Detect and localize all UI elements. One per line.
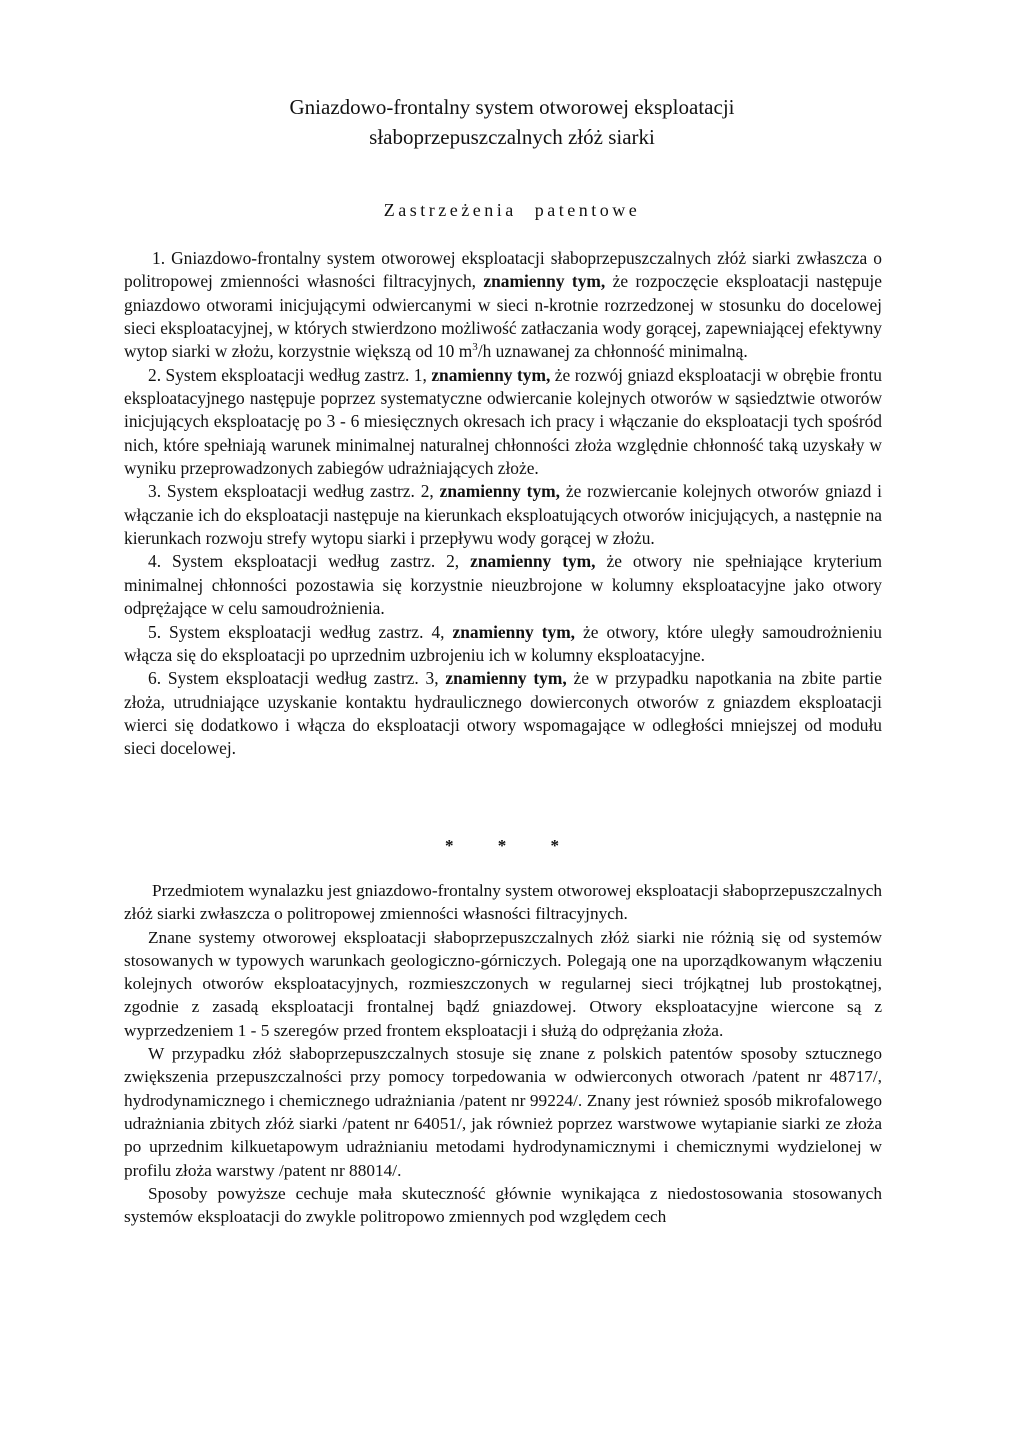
claim-6 [124,667,882,760]
claim-text: że otwory, które uległy samoudrożnieniu włącza się do eksploatacji po uprzednim uzbrojeniu ich w kolumny eksploatacyjne. [124,621,882,665]
section-separator: * * * [445,836,579,855]
claim-2 [124,364,882,481]
description-paragraph: Przedmiotem wynalazku jest gniazdowo-frontalny system otworowej eksploatacji słaboprzepuszczalnych złóż siarki zwłaszcza o politropowej zmienności własności filtracyjnych. [124,881,882,924]
claim-text: że w przypadku napotkania na zbite partie złoża, utrudniające uzyskanie kontaktu hydraulicznego dowierconych otworów z gniazdem eksploatacji wierci się dodatkowo i włącza do eksploatacji otwory wspomagające w odległości mniejszej od modułu sieci docelowej. [124,668,882,759]
document-title [0,92,1024,152]
description-section [124,879,882,1228]
claim-text: 6. System eksploatacji według zastrz. 3, [148,668,446,689]
claim-keyword: znamienny tym, [431,364,551,385]
claim-text: 5. System eksploatacji według zastrz. 4, [148,621,453,642]
claim-text: 2. System eksploatacji według zastrz. 1, [148,364,432,385]
claim-keyword: znamienny tym, [445,668,567,689]
claim-1 [124,247,882,364]
claim-text: /h uznawanej za chłonność minimalną. [477,341,748,362]
description-paragraph: Sposoby powyższe cechuje mała skuteczność głównie wynikająca z niedostosowania stosowanych systemów eksploatacji do zwykle politropowo zmiennych pod względem cech [124,1183,882,1227]
claim-text: 1. Gniazdowo-frontalny system otworowej eksploatacji słaboprzepuszczalnych złóż siarki zwłaszcza o politropowej zmienności własności filtracyjnych, [124,248,882,292]
claim-5 [124,621,882,668]
claim-text: że rozwiercanie kolejnych otworów gniazd i włączanie ich do eksploatacji następuje na kierunkach eksploatujących otworów inicjujących, a następnie na kierunkach rozwoju strefy wytopu siarki i przepływu wody gorącej w złożu. [124,481,883,549]
claim-3 [124,480,882,550]
claim-text: że rozpoczęcie eksploatacji następuje gniazdowo otworami inicjującymi odwiercanymi w sieci n-krotnie rozrzedzonej w stosunku do docelowej sieci eksploatacyjnej, w których stwierdzono możliwość zatłaczania wody gorącej, zapewniającej efektywny wytop siarki w złożu, korzystnie większą od 10 m [124,271,882,362]
claims-heading: Zastrzeżenia patentowe [383,200,641,220]
claim-4 [124,550,882,620]
claim-text: 3. System eksploatacji według zastrz. 2, [148,481,440,502]
description-paragraph: Znane systemy otworowej eksploatacji słaboprzepuszczalnych złóż siarki nie różnią się od systemów stosowanych w typowych warunkach geologiczno-górniczych. Polegają one na uporządkowanym włączeniu kolejnych otworów eksploatacyjnych, rozmieszczonych w regularnej sieci trójkątnej lub prostokątnej, zgodnie z zasadą eksploatacji frontalnej bądź gniazdowej. Otwory eksploatacyjne wiercone są z wyprzedzeniem 1 - 5 szeregów przed frontem eksploatacji i służą do odprężania złoża. [124,927,882,1040]
title-line-1: Gniazdowo-frontalny system otworowej eksploatacji [289,95,735,119]
superscript: 3 [472,341,478,354]
claim-text: że otwory nie spełniające kryterium minimalnej chłonności pozostawia się korzystnie nieuzbrojone w kolumny eksploatacyjne jako otwory odprężające w celu samoudrożnienia. [124,551,883,619]
claim-keyword: znamienny tym, [470,551,596,572]
title-line-2: słaboprzepuszczalnych złóż siarki [369,125,655,149]
claim-keyword: znamienny tym, [483,271,606,292]
claim-text: 4. System eksploatacji według zastrz. 2, [148,551,471,572]
claims-section [124,247,882,761]
claim-keyword: znamienny tym, [452,621,576,642]
claim-text: że rozwój gniazd eksploatacji w obrębie frontu eksploatacyjnego następuje poprzez systematyczne odwiercanie kolejnych otworów w sąsiedztwie otworów inicjujących eksploatację po 3 - 6 miesięcznych okresach ich pracy i włączanie do eksploatacji tych spośród nich, które spełniają warunek minimalnej naturalnej chłonności złoża względnie chłonność taką uzyskały w wyniku przeprowadzonych zabiegów udrażniających złoże. [124,364,882,479]
description-paragraph: W przypadku złóż słaboprzepuszczalnych stosuje się znane z polskich patentów sposoby sztucznego zwiększenia przepuszczalności przy pomocy torpedowania w odwierconych otworach /patent nr 48717/, hydrodynamicznego i chemicznego udrażniania /patent nr 99224/. Znany jest również sposób mikrofalowego udrażniania zbitych złóż siarki /patent nr 64051/, jak również poprzez warstwowe wytapianie siarki ze złoża po uprzednim kilkuetapowym udrażnianiu metodami hydrodynamicznymi i chemicznymi wydzielonej w profilu złoża warstwy /patent nr 88014/. [124,1044,882,1180]
claim-keyword: znamienny tym, [439,481,560,502]
